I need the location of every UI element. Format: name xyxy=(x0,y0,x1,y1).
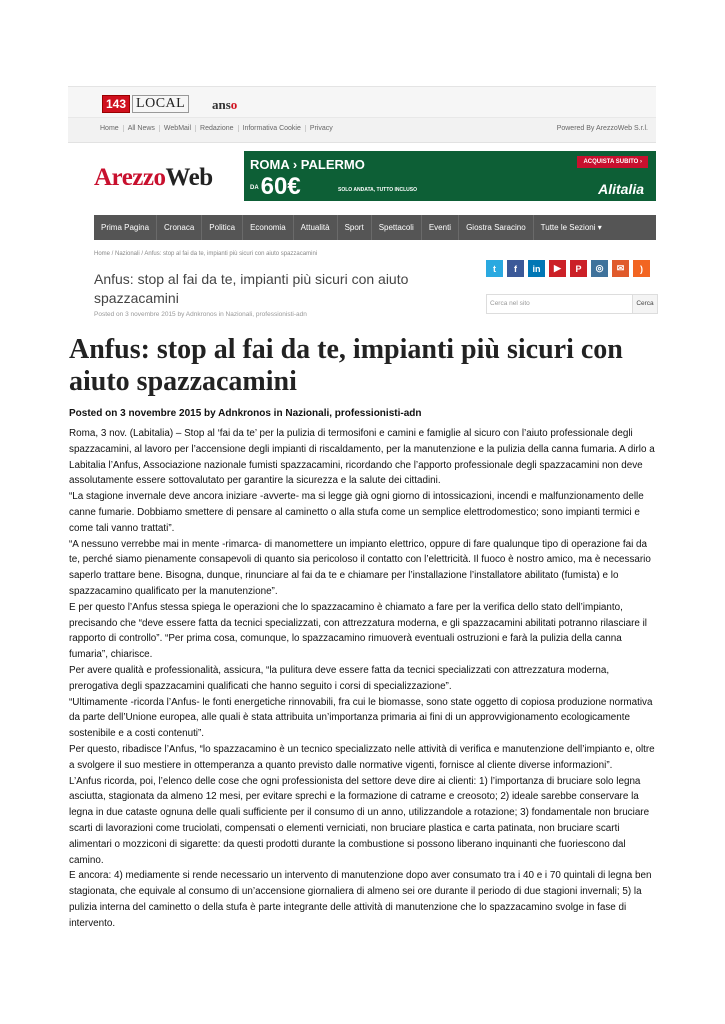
paragraph: “La stagione invernale deve ancora iniziare -avverte- ma si legge già ogni giorno di intossicazioni, incendi e malfunzionamento delle canne fumarie. Dobbiamo smettere di pensare al caminetto o alla stufa come un semplice elettrodomestico; sono impianti termici e come tali vanno trattati”. xyxy=(69,491,644,534)
search-input[interactable]: Cerca nel sito xyxy=(490,300,530,307)
social-icons xyxy=(486,260,654,277)
email-icon[interactable]: ✉ xyxy=(612,260,629,277)
post-meta-screenshot: Posted on 3 novembre 2015 by Adnkronos in Nazionali, professionisti-adn xyxy=(94,311,307,318)
nav-cronaca[interactable]: Cronaca xyxy=(157,215,202,240)
sub-nav xyxy=(68,118,656,143)
main-nav xyxy=(94,215,656,240)
ad-banner[interactable] xyxy=(244,151,656,201)
pinterest-icon[interactable]: P xyxy=(570,260,587,277)
ad-note: SOLO ANDATA, TUTTO INCLUSO xyxy=(338,187,417,193)
search-box xyxy=(486,294,658,314)
brand-web: Web xyxy=(165,164,213,191)
ad-airline: Alitalia xyxy=(598,181,644,197)
top-bar xyxy=(68,87,656,118)
subnav-privacy[interactable]: Privacy xyxy=(309,125,333,132)
facebook-icon[interactable]: f xyxy=(507,260,524,277)
article-body xyxy=(69,426,657,932)
nav-economia[interactable]: Economia xyxy=(243,215,294,240)
page-title-screenshot: Anfus: stop al fai da te, impianti più sicuri con aiuto spazzacamini xyxy=(94,271,409,306)
nav-sport[interactable]: Sport xyxy=(338,215,372,240)
ad-route: ROMA › PALERMO xyxy=(250,157,365,172)
search-button[interactable]: Cerca xyxy=(632,295,657,313)
paragraph: E per questo l’Anfus stessa spiega le operazioni che lo spazzacamino è chiamato a fare per la verifica dello stato dell’impianto, precisando che “deve essere fatta da tecnici specializzati, con attrezzatura moderna, e gli spazzacamini abilitati potranno rilasciare il rapporto di controllo”. “Per prima cosa, comunque, lo spazzacamino rimuoverà eventuali ostruzioni e farà la pulizia della canna fumaria”, chiarisce. xyxy=(69,601,647,661)
paragraph: L’Anfus ricorda, poi, l’elenco delle cose che ogni professionista del settore deve dire ai clienti: 1) l’importanza di bruciare solo legna asciutta, stagionata da almeno 12 mesi, per evitare sprechi e la formazione di catrame e creosoto; 2) ideale sarebbe conservare la legna in due cataste ognuna delle quali sufficiente per il consumo di un anno, utilizzandole a rotazione; 3) fondamentale non bruciare scarti di lavorazioni come truciolati, compensati o elementi verniciati, non bruciare plastica e carta patinata, non bruciare scarti alimentari o mozziconi di sigarette: da questi prodotti durante la combustione si possono liberano inquinanti che fuoriescono dal camino. xyxy=(69,775,650,866)
nav-prima-pagina[interactable]: Prima Pagina xyxy=(94,215,157,240)
twitter-icon[interactable]: t xyxy=(486,260,503,277)
paragraph: “A nessuno verrebbe mai in mente -rimarca- di manomettere un impianto elettrico, oppure di fare qualunque tipo di operazione fai da te, perché siamo pienamente consapevoli di quanto sia pericoloso il contatto con l’elettricità. Il fuoco è nostro amico, ma è necessario saperlo trattare bene. Bisogna, dunque, rinunciare al fai da te e chiamare per l’installazione l’installatore abilitato (fumista) e lo spazzacamino qualificato per la manutenzione”. xyxy=(69,538,651,597)
nav-eventi[interactable]: Eventi xyxy=(422,215,459,240)
powered-by: Powered By ArezzoWeb S.r.l. xyxy=(556,125,648,132)
subnav-allnews[interactable]: All News xyxy=(128,125,160,132)
article-posted: Posted on 3 novembre 2015 by Adnkronos in Nazionali, professionisti-adn xyxy=(69,408,422,419)
anso-logo[interactable] xyxy=(212,97,237,113)
paragraph: Per avere qualità e professionalità, assicura, “la pulitura deve essere fatta da tecnici specializzati con attrezzatura moderna, prerogativa degli spazzacamini qualificati che hanno seguito i corsi di specializzazione”. xyxy=(69,664,610,692)
website-screenshot xyxy=(68,86,656,328)
logo-text: LOCAL xyxy=(132,95,189,113)
nav-spettacoli[interactable]: Spettacoli xyxy=(372,215,422,240)
nav-politica[interactable]: Politica xyxy=(202,215,243,240)
nav-giostra[interactable]: Giostra Saracino xyxy=(459,215,534,240)
youtube-icon[interactable]: ▶ xyxy=(549,260,566,277)
nav-tutte-sezioni[interactable]: Tutte le Sezioni ▾ xyxy=(540,223,602,232)
subnav-cookie[interactable]: Informativa Cookie xyxy=(243,125,306,132)
paragraph: Roma, 3 nov. (Labitalia) – Stop al ‘fai da te’ per la pulizia di termosifoni e camini e famiglie al sicuro con l’aiuto professionale degli spazzacamini, al lavoro per l’accensione degli impianti di riscaldamento, per la manutenzione e la pulizia della canna fumaria. A dirlo a Labitalia l’Anfus, Associazione nazionale fumisti spazzacamini, ricordando che l’apporto professionale degli spazzacamini non deve assolutamente essere sottovalutato per garantire la sicurezza e la salute dei cittadini. xyxy=(69,428,655,487)
local-logo[interactable] xyxy=(102,95,189,113)
anso-text: ans xyxy=(212,97,231,112)
nav-attualita[interactable]: Attualità xyxy=(294,215,338,240)
ad-price-block xyxy=(250,173,301,201)
linkedin-icon[interactable]: in xyxy=(528,260,545,277)
article-title: Anfus: stop al fai da te, impianti più sicuri con aiuto spazzacamini xyxy=(69,334,623,397)
brand-arezzo: Arezzo xyxy=(94,164,166,191)
arezzoweb-logo[interactable] xyxy=(94,164,213,192)
rss-icon[interactable]: ) xyxy=(633,260,650,277)
instagram-icon[interactable]: ◎ xyxy=(591,260,608,277)
subnav-webmail[interactable]: WebMail xyxy=(164,125,196,132)
logo-box: 143 xyxy=(102,95,130,113)
ad-cta-button[interactable]: ACQUISTA SUBITO › xyxy=(577,156,648,168)
paragraph: Per questo, ribadisce l’Anfus, “lo spazzacamino è un tecnico specializzato nelle attività di verifica e manutenzione dell’impianto e, oltre a svolgere il suo mestiere in ottemperanza a quanto previsto dalle normative vigenti, fornisce al cliente diverse informazioni”. xyxy=(69,743,655,771)
paragraph: E ancora: 4) mediamente si rende necessario un intervento di manutenzione dopo aver consumato tra i 40 e i 70 quintali di legna ben stagionata, che equivale al consumo di un’accensione giornaliera di almeno sei ore durante il periodo di due stagioni invernali; 5) la pulizia interna del caminetto o della stufa è parte integrante delle attività di manutenzione che lo spazzacamino svolge in fase di intervento. xyxy=(69,870,652,929)
paragraph: “Ultimamente -ricorda l’Anfus- le fonti energetiche rinnovabili, fra cui le biomasse, sono state oggetto di copiosa produzione normativa da parte dell’Unione europea, alle quali è stata attribuita un’importanza primaria ai fini di un approvvigionamento ecologicamente sostenibile e a costi contenuti”. xyxy=(69,696,653,740)
subnav-redazione[interactable]: Redazione xyxy=(200,125,238,132)
ad-from: DA xyxy=(250,184,259,191)
ad-price: 60€ xyxy=(260,173,301,200)
anso-o: o xyxy=(230,97,238,112)
subnav-home[interactable]: Home xyxy=(100,125,124,132)
breadcrumb[interactable]: Home / Nazionali / Anfus: stop al fai da te, impianti più sicuri con aiuto spazzacamini xyxy=(94,251,318,257)
